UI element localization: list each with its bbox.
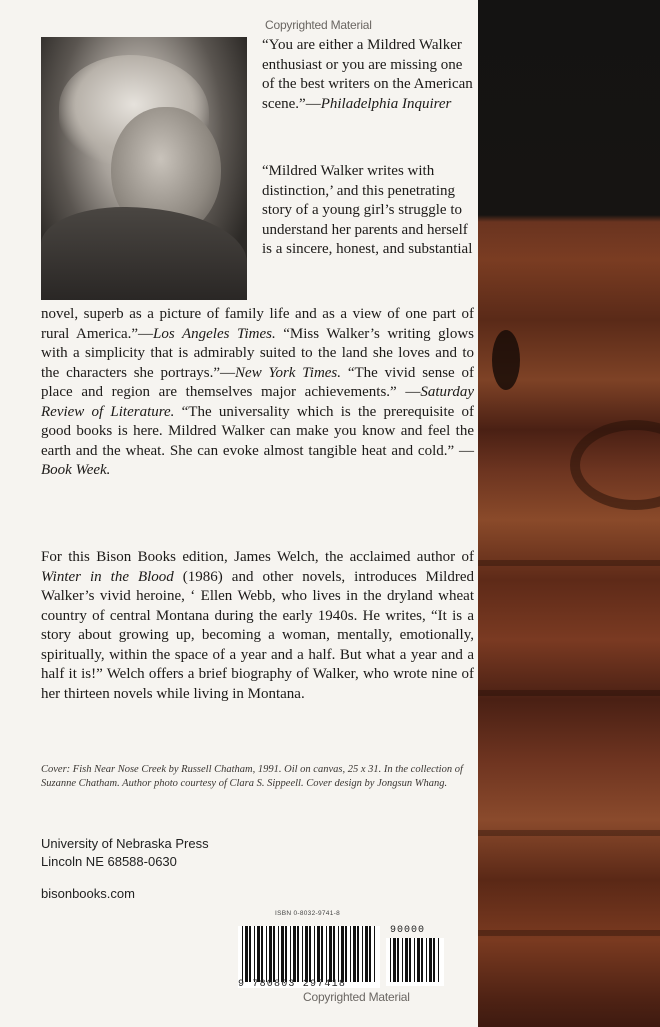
barcode-bar bbox=[357, 926, 359, 982]
barcode-bar bbox=[305, 926, 308, 982]
barcode-bar bbox=[293, 926, 296, 982]
barcode-bar bbox=[369, 926, 371, 982]
barcode-bar bbox=[397, 938, 399, 982]
barcode-bar bbox=[353, 926, 356, 982]
barcode-bar bbox=[362, 926, 363, 982]
barcode-bar bbox=[242, 926, 243, 982]
review-quote-1 bbox=[262, 36, 474, 114]
description-text: (1986) and other novels, introduces Mildred Walker’s vivid heroine, ‘ Ellen Webb, who lives in the dryland wheat country of central Montana during the early 1940s. He writes, “It is a story about growing up, becoming a woman, mentally, emotionally, spiritually, within the space of a year and a half. But what a year and a half it is!” Welch offers a brief biography of Walker, who wrote nine of her thirteen novels while living in Montana. bbox=[41, 568, 474, 702]
barcode-bar bbox=[365, 926, 368, 982]
book-title: Winter in the Blood bbox=[41, 568, 174, 585]
book-description bbox=[41, 548, 474, 704]
barcode-bar bbox=[329, 926, 332, 982]
barcode-bar bbox=[269, 926, 272, 982]
barcode-bar bbox=[402, 938, 403, 982]
barcode-bar bbox=[390, 938, 391, 982]
barcode-bar bbox=[285, 926, 287, 982]
painting-detail bbox=[492, 330, 520, 390]
cover-credit: Cover: Fish Near Nose Creek by Russell Chatham, 1991. Oil on canvas, 25 x 31. In the collection of Suzanne Chatham. Author photo courtesy of Clara S. Sippeell. Cover design by Jongsun Whang. bbox=[41, 764, 463, 789]
barcode-bar bbox=[338, 926, 339, 982]
quote-text: “You are either a Mildred Walker enthusiast or you are missing one of the best writers on the American scene.”— bbox=[262, 37, 473, 112]
barcode-bar bbox=[266, 926, 267, 982]
barcode-bar bbox=[393, 938, 396, 982]
photo-body bbox=[41, 207, 247, 300]
price-code: 90000 bbox=[390, 925, 426, 936]
barcode-bar bbox=[409, 938, 411, 982]
barcode-bar bbox=[417, 938, 420, 982]
painting-stroke bbox=[478, 830, 660, 836]
review-quote-2 bbox=[262, 162, 474, 260]
barcode-bar bbox=[249, 926, 251, 982]
copyright-watermark: Copyrighted Material bbox=[303, 990, 410, 1004]
barcode-bar bbox=[438, 938, 439, 982]
cover-painting-strip bbox=[478, 0, 660, 1027]
barcode-bar bbox=[297, 926, 299, 982]
barcode-bar bbox=[333, 926, 335, 982]
quote-source: Book Week. bbox=[41, 462, 111, 478]
barcode-bar bbox=[290, 926, 291, 982]
quote-text: “Mildred Walker writes with distinction,’ and this penetrating story of a young girl’s struggle to understand her parents and herself is a sincere, honest, and substantial bbox=[262, 163, 473, 257]
quote-source: New York Times. bbox=[235, 364, 342, 381]
quote-text: “The universality which is the prerequisite of good books is here. Mildred Walker can make you know and feel the earth and the wheat. She can evoke almost tangible heat and cold.” — bbox=[41, 403, 474, 459]
barcode-bar bbox=[321, 926, 323, 982]
publisher-name: University of Nebraska Press bbox=[41, 836, 209, 851]
barcode-bar bbox=[273, 926, 275, 982]
quote-source: Los Angeles Times. bbox=[153, 325, 276, 342]
barcode-bar bbox=[374, 926, 375, 982]
barcode-bar bbox=[254, 926, 255, 982]
barcode-bar bbox=[350, 926, 351, 982]
barcode-bar bbox=[281, 926, 284, 982]
barcode-digits: 9 780803 297418 bbox=[238, 979, 347, 990]
barcode-bar bbox=[326, 926, 327, 982]
barcode-bar bbox=[345, 926, 347, 982]
barcode-bar bbox=[421, 938, 423, 982]
review-quotes-continued bbox=[41, 305, 474, 481]
barcode-bar bbox=[317, 926, 320, 982]
publisher-website: bisonbooks.com bbox=[41, 886, 135, 901]
quote-text: novel, superb as a picture of family life and as a view of one part of rural America.”— bbox=[41, 306, 474, 342]
barcode-bar bbox=[405, 938, 408, 982]
description-text: For this Bison Books edition, James Welch, the acclaimed author of bbox=[41, 549, 474, 565]
barcode-bar bbox=[309, 926, 311, 982]
barcode-bar bbox=[414, 938, 415, 982]
copyright-watermark: Copyrighted Material bbox=[265, 18, 372, 32]
barcode-bar bbox=[341, 926, 344, 982]
quote-source: Philadelphia Inquirer bbox=[320, 95, 452, 112]
painting-stroke bbox=[478, 930, 660, 936]
price-barcode bbox=[386, 938, 444, 986]
barcode-bar bbox=[261, 926, 263, 982]
painting-stroke bbox=[478, 690, 660, 696]
barcode-bar bbox=[433, 938, 435, 982]
barcode-bar bbox=[429, 938, 432, 982]
barcode-bar bbox=[302, 926, 303, 982]
author-photo bbox=[41, 37, 247, 300]
publisher-city: Lincoln NE 68588-0630 bbox=[41, 854, 177, 869]
barcode-bar bbox=[257, 926, 260, 982]
quote-source: Saturday Review of Literature. bbox=[41, 384, 474, 420]
quote-text: “The vivid sense of place and region are themselves major achievements.” — bbox=[41, 364, 474, 400]
barcode-bar bbox=[426, 938, 427, 982]
publisher-address bbox=[41, 835, 209, 871]
isbn-label: ISBN 0-8032-9741-8 bbox=[275, 910, 341, 917]
quote-text: “Miss Walker’s writing glows with a simplicity that is admirably suited to the land she loves and to the characters she portrays.”— bbox=[41, 325, 475, 381]
barcode-bar bbox=[278, 926, 279, 982]
painting-stroke bbox=[478, 560, 660, 566]
barcode-bar bbox=[314, 926, 315, 982]
barcode-bar bbox=[245, 926, 248, 982]
